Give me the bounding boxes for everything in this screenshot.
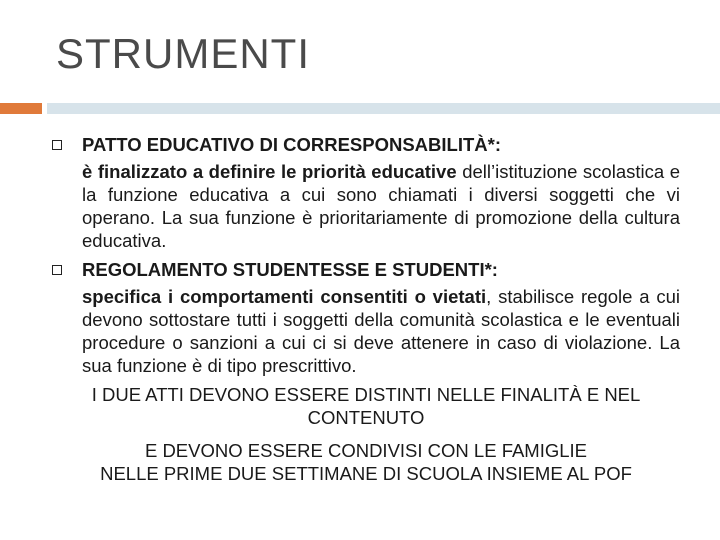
bullet-heading: REGOLAMENTO STUDENTESSE E STUDENTI*: [82, 259, 498, 280]
title-accent-bar [0, 103, 42, 114]
bullet-lead-bold: specifica i comportamenti consentiti o vietati [82, 286, 487, 307]
footer-note [52, 383, 680, 485]
title-rule-bar [47, 103, 720, 114]
bullet-description [82, 285, 680, 377]
bullet-lead-bold: è finalizzato a definire le priorità educative [82, 161, 457, 182]
bullet-body: , stabilisce regole a cui devono sottostare tutti i soggetti della comunità scolastica e le eventuali procedure o sanzioni a cui ci si deve attenere in caso di violazione. La sua funzione è di tipo prescrittivo. [82, 286, 680, 376]
footer-line: I DUE ATTI DEVONO ESSERE DISTINTI NELLE FINALITÀ E NEL CONTENUTO [91, 384, 641, 428]
bullet-description [82, 160, 680, 252]
footer-line: NELLE PRIME DUE SETTIMANE DI SCUOLA INSIEME AL POF [100, 463, 632, 484]
slide-title: STRUMENTI [56, 30, 310, 77]
square-bullet-icon [52, 140, 62, 150]
footer-line: E DEVONO ESSERE CONDIVISI CON LE FAMIGLIE [144, 440, 588, 461]
slide-content [52, 133, 680, 485]
bullet-heading: PATTO EDUCATIVO DI CORRESPONSABILITÀ*: [82, 134, 502, 155]
bullet-item-regolamento [52, 258, 680, 377]
square-bullet-icon [52, 265, 62, 275]
bullet-item-patto [52, 133, 680, 252]
bullet-body: dell’istituzione scolastica e la funzione educativa a cui sono chiamati i diversi soggetti che vi operano. La sua funzione è prioritariamente di promozione della cultura educativa. [82, 161, 680, 251]
